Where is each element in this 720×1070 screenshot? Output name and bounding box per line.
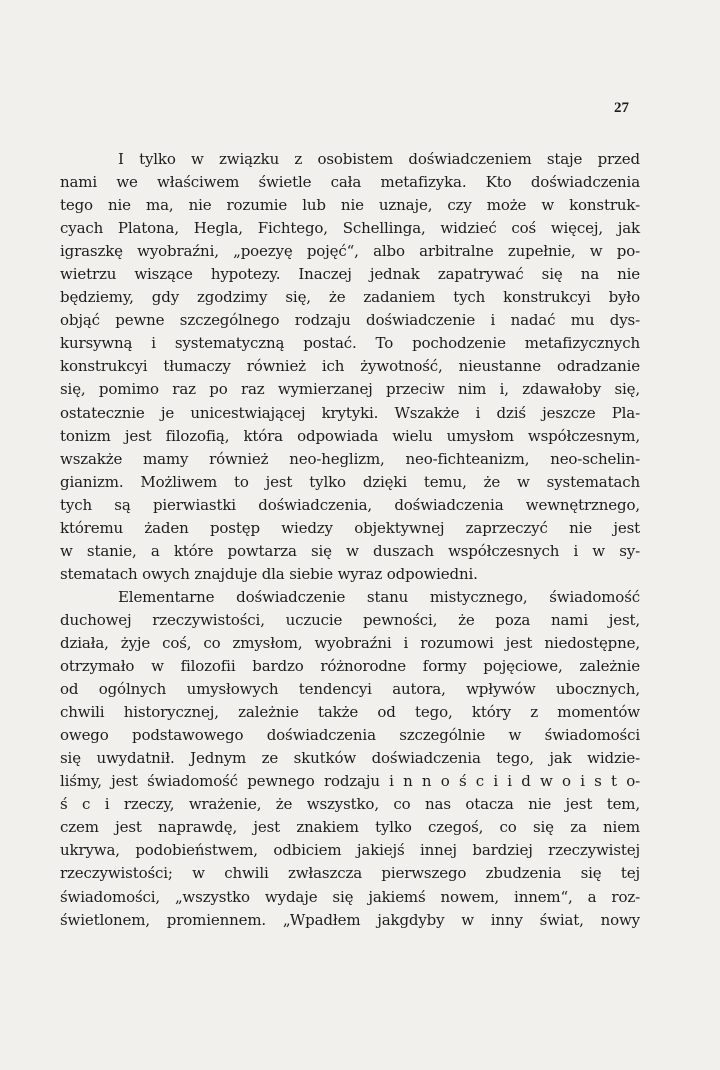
text-line: kursywną i systematyczną postać. To pochodzenie metafizycznych — [60, 334, 640, 353]
text-line: tego nie ma, nie rozumie lub nie uznaje, czy może w konstruk- — [60, 196, 640, 215]
body-text — [60, 148, 640, 932]
text-line: chwili historycznej, zależnie także od tego, który z momentów — [60, 703, 640, 722]
text-line: ś c i rzeczy, wrażenie, że wszystko, co nas otacza nie jest tem, — [60, 795, 640, 814]
text-line: świetlonem, promiennem. „Wpadłem jakgdyby w inny świat, nowy — [60, 910, 640, 929]
text-line: otrzymało w filozofii bardzo różnorodne formy pojęciowe, zależnie — [60, 657, 640, 676]
text-line: liśmy, jest świadomość pewnego rodzaju i n n o ś c i i d w o i s t o- — [60, 772, 640, 791]
text-line: będziemy, gdy zgodzimy się, że zadaniem tych konstrukcyi było — [60, 288, 640, 307]
text-line: się uwydatnił. Jednym ze skutków doświadczenia tego, jak widzie- — [60, 749, 640, 768]
text-line: stematach owych znajduje dla siebie wyraz odpowiedni. — [60, 564, 478, 583]
text-line: gianizm. Możliwem to jest tylko dzięki temu, że w systematach — [60, 472, 640, 491]
text-line: działa, żyje coś, co zmysłom, wyobraźni i rozumowi jest niedostępne, — [60, 633, 640, 652]
text-line: rzeczywistości; w chwili zwłaszcza pierwszego zbudzenia się tej — [60, 864, 640, 883]
text-line: nami we właściwem świetle cała metafizyka. Kto doświadczenia — [60, 173, 640, 192]
text-line: któremu żaden postęp wiedzy objektywnej zaprzeczyć nie jest — [60, 518, 640, 537]
text-line: wszakże mamy również neo-heglizm, neo-fichteanizm, neo-schelin- — [60, 449, 640, 468]
text-line: ukrywa, podobieństwem, odbiciem jakiejś innej bardziej rzeczywistej — [60, 841, 640, 860]
text-line: owego podstawowego doświadczenia szczególnie w świadomości — [60, 726, 640, 745]
text-line: Elementarne doświadczenie stanu mistycznego, świadomość — [118, 587, 640, 606]
text-line: duchowej rzeczywistości, uczucie pewności, że poza nami jest, — [60, 610, 640, 629]
text-line: konstrukcyi tłumaczy również ich żywotność, nieustanne odradzanie — [60, 357, 640, 376]
text-line: ostatecznie je unicestwiającej krytyki. Wszakże i dziś jeszcze Pla- — [60, 403, 640, 422]
text-line: I tylko w związku z osobistem doświadczeniem staje przed — [118, 150, 640, 168]
page-number: 27 — [614, 100, 629, 116]
text-line: igraszkę wyobraźni, „poezyę pojęć“, albo arbitralne zupełnie, w po- — [60, 242, 640, 261]
text-line: się, pomimo raz po raz wymierzanej przeciw nim i, zdawałoby się, — [60, 380, 640, 399]
text-line: świadomości, „wszystko wydaje się jakiemś nowem, innem“, a roz- — [60, 887, 640, 906]
text-line: cyach Platona, Hegla, Fichtego, Schellinga, widzieć coś więcej, jak — [60, 219, 640, 238]
text-line: w stanie, a które powtarza się w duszach współczesnych i w sy- — [60, 541, 640, 560]
text-line: tonizm jest filozofią, która odpowiada wielu umysłom współczesnym, — [60, 426, 640, 445]
text-line: tych są pierwiastki doświadczenia, doświadczenia wewnętrznego, — [60, 495, 640, 514]
text-line: czem jest naprawdę, jest znakiem tylko czegoś, co się za niem — [60, 818, 640, 837]
text-line: wietrzu wiszące hypotezy. Inaczej jednak zapatrywać się na nie — [60, 265, 640, 284]
text-line: od ogólnych umysłowych tendencyi autora, wpływów ubocznych, — [60, 680, 640, 699]
text-line: objąć pewne szczególnego rodzaju doświadczenie i nadać mu dys- — [60, 311, 640, 330]
